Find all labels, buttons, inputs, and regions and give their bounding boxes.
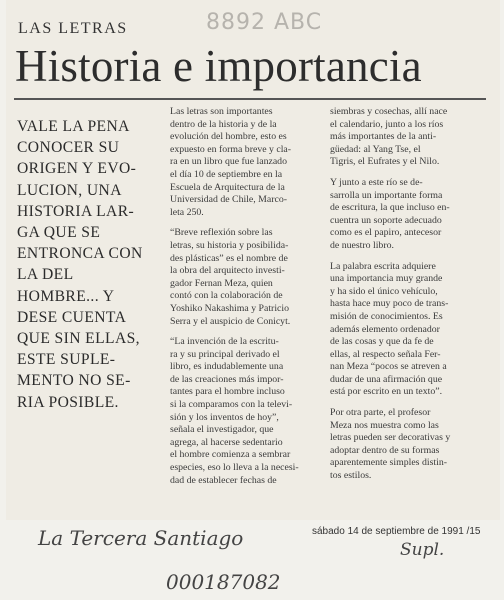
text-line: la obra del arquitecto investi- — [170, 265, 285, 277]
lead-text — [17, 116, 167, 413]
text-line: ENTRONCA CON — [17, 245, 143, 263]
text-line: La palabra escrita adquiere — [330, 260, 436, 272]
text-line: el calendario, junto a los ríos — [330, 118, 444, 130]
text-line: especies, eso lo lleva a la necesi- — [170, 462, 299, 474]
text-line: MENTO NO SE- — [17, 372, 131, 390]
text-line: Universidad de Chile, Marco- — [170, 194, 287, 206]
text-line: GA QUE SE — [17, 224, 101, 242]
text-line: como es el papiro, antecesor — [330, 227, 442, 239]
text-line: ellas, al respecto señala Fer- — [330, 348, 441, 360]
text-line: letras pueden ser decorativas y — [330, 432, 451, 444]
text-line: “La invención de la escritu- — [170, 336, 279, 348]
section-label: LAS LETRAS — [18, 20, 128, 37]
text-line: adoptar dentro de su formas — [330, 444, 440, 456]
text-line: RIA POSIBLE. — [17, 393, 119, 411]
text-line: cuentra un soporte adecuado — [330, 214, 442, 226]
headline: Historia e importancia — [15, 41, 422, 91]
text-line: Por otra parte, el profesor — [330, 407, 431, 419]
paragraph-gap — [330, 253, 468, 261]
article-column-2 — [330, 106, 468, 483]
text-line: tos estilos. — [330, 470, 372, 482]
date-line: sábado 14 de septiembre de 1991 /15 — [312, 526, 481, 537]
paragraph-gap — [170, 328, 308, 336]
text-line: tantes para el hombre incluso — [170, 386, 285, 398]
text-line: agrega, al hacerse sedentario — [170, 436, 283, 448]
text-line: dudar de una afirmación que — [330, 373, 443, 385]
text-line: des plásticas” es el nombre de — [170, 252, 288, 264]
text-line: dad de establecer fechas de — [170, 474, 277, 486]
text-line: de las cosas y que da fe de — [330, 336, 434, 348]
text-line: el día 10 de septiembre en la — [170, 168, 283, 180]
text-line: nan Meza “pocos se atreven a — [330, 361, 447, 373]
text-line: de las creaciones más impor- — [170, 373, 284, 385]
text-line: HISTORIA LAR- — [17, 202, 135, 220]
text-line: gador Fernan Meza, quien — [170, 277, 273, 289]
text-line: ra en un libro que fue lanzado — [170, 156, 287, 168]
text-line: de nuestro libro. — [330, 239, 394, 251]
text-line: libro, es indudablemente una — [170, 361, 284, 373]
headline-rule — [14, 98, 486, 100]
paragraph-gap — [330, 399, 468, 407]
text-line: evolución del hombre, esto es — [170, 131, 287, 143]
text-line: de escritura, la que incluso en- — [330, 202, 450, 214]
text-line: Las letras son importantes — [170, 106, 273, 117]
text-line: “Breve reflexión sobre las — [170, 227, 273, 239]
text-line: HOMBRE... Y — [17, 287, 115, 305]
text-line: Y junto a este río se de- — [330, 176, 423, 188]
text-line: LUCION, UNA — [17, 181, 122, 199]
text-line: LA DEL — [17, 266, 74, 284]
text-line: ra y su principal derivado el — [170, 348, 280, 360]
text-line: hasta hace muy poco de trans- — [330, 298, 449, 310]
text-line: güedad: al Yang Tse, el — [330, 143, 421, 155]
text-line: misión de conocimientos. Es — [330, 310, 443, 322]
text-line: siembras y cosechas, allí nace — [330, 106, 448, 117]
handwritten-section: Supl. — [400, 540, 445, 560]
text-line: señala el investigador, que — [170, 424, 274, 436]
article-column-1 — [170, 106, 308, 487]
text-line: CONOCER SU — [17, 139, 120, 157]
text-line: Escuela de Arquitectura de la — [170, 181, 285, 193]
text-line: una importancia muy grande — [330, 273, 443, 285]
text-line: sarrolla un importante forma — [330, 189, 443, 201]
text-line: leta 250. — [170, 206, 204, 218]
text-line: y ha sido el único vehículo, — [330, 285, 438, 297]
text-line: el hombre comienza a sembrar — [170, 449, 291, 461]
text-line: aparentemente simples distin- — [330, 457, 447, 469]
text-line: Tigris, el Eufrates y el Nilo. — [330, 156, 440, 168]
text-line: dentro de la historia y de la — [170, 118, 277, 130]
text-line: además elemento ordenador — [330, 323, 440, 335]
text-line: sión y los inventos de hoy”, — [170, 411, 279, 423]
text-line: más importantes de la anti- — [330, 131, 437, 143]
text-line: QUE SIN ELLAS, — [17, 330, 140, 348]
text-line: Meza nos muestra como las — [330, 419, 439, 431]
text-line: expuesto en forma breve y cla- — [170, 143, 292, 155]
text-line: si la comparamos con la televi- — [170, 399, 293, 411]
text-line: contó con la colaboración de — [170, 290, 283, 302]
text-line: está por escrito en un texto”. — [330, 386, 443, 398]
paragraph-gap — [330, 169, 468, 177]
text-line: ORIGEN Y EVO- — [17, 160, 137, 178]
pencil-note: 8892 ABC — [206, 10, 323, 35]
handwritten-code: 000187082 — [166, 570, 281, 594]
text-line: Serra y el auspicio de Conicyt. — [170, 315, 291, 327]
paragraph-gap — [170, 219, 308, 227]
text-line: ESTE SUPLE- — [17, 351, 116, 369]
text-line: DESE CUENTA — [17, 308, 127, 326]
text-line: letras, su historia y posibilida- — [170, 239, 289, 251]
text-line: Yoshiko Nakashima y Patricio — [170, 302, 290, 314]
text-line: VALE LA PENA — [17, 118, 130, 135]
handwritten-source: La Tercera Santiago — [38, 526, 244, 550]
